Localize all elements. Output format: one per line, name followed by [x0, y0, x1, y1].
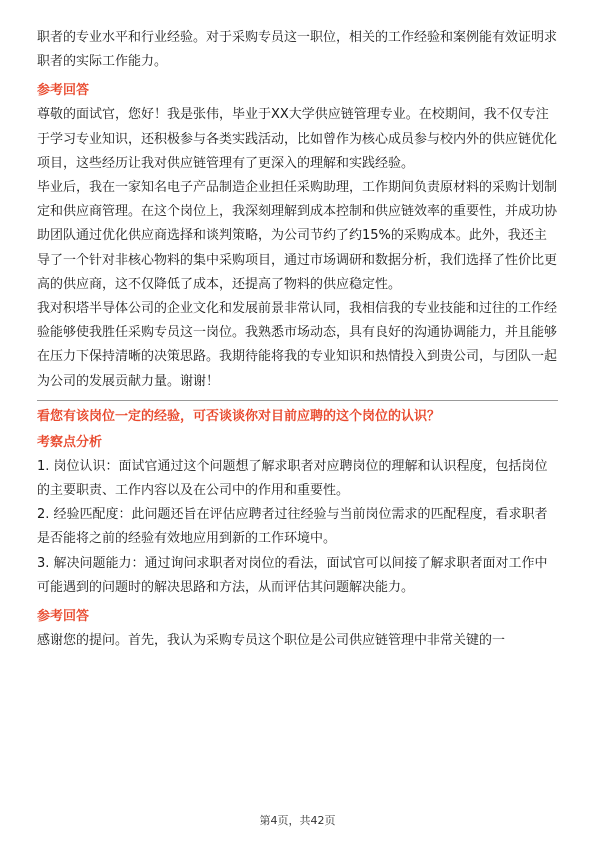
analysis-heading: 考察点分析	[37, 434, 103, 450]
analysis-point-3: 3. 解决问题能力：通过询问求职者对岗位的看法，面试官可以间接了解求职者面对工作中可能遇到的问题时的解决思路和方法，从而评估其问题解决能力。	[37, 555, 548, 595]
question-title: 看您有该岗位一定的经验，可否谈谈你对目前应聘的这个岗位的认识？	[37, 408, 441, 424]
answer-paragraph-3: 我对积塔半导体公司的企业文化和发展前景非常认同，我相信我的专业技能和过往的工作经验能够使我胜任采购专员这一岗位。我熟悉市场动态，具有良好的沟通协调能力，并且能够在压力下保持清晰的决策思路。我期待能将我的专业知识和热情投入到贵公司，与团队一起为公司的发展贡献力量。谢谢！	[37, 301, 558, 389]
answer-paragraph-1: 尊敬的面试官，您好！我是张伟，毕业于XX大学供应链管理专业。在校期间，我不仅专注于学习专业知识，还积极参与各类实践活动，比如曾作为核心成员参与校内外的供应链优化项目，这些经历让我对供应链管理有了更深入的理解和实践经验。	[37, 107, 558, 171]
analysis-point-2: 2. 经验匹配度：此问题还旨在评估应聘者过往经验与当前岗位需求的匹配程度，看求职者是否能将之前的经验有效地应用到新的工作环境中。	[37, 507, 548, 547]
reference-answer-heading-2: 参考回答	[37, 609, 90, 625]
analysis-point-1: 1. 岗位认识：面试官通过这个问题想了解求职者对应聘岗位的理解和认识程度，包括岗位的主要职责、工作内容以及在公司中的作用和重要性。	[37, 458, 548, 499]
reference-answer-heading: 参考回答	[37, 83, 90, 99]
section-divider	[37, 400, 558, 401]
intro-paragraph: 职者的专业水平和行业经验。对于采购专员这一职位，相关的工作经验和案例能有效证明求职者的实际工作能力。	[37, 30, 558, 70]
page-number: 第4页，共42页	[259, 814, 336, 827]
answer-paragraph-2: 毕业后，我在一家知名电子产品制造企业担任采购助理，工作期间负责原材料的采购计划制定和供应商管理。在这个岗位上，我深刻理解到成本控制和供应链效率的重要性，并成功协助团队通过优化供应商选择和谈判策略，为公司节约了约15%的采购成本。此外，我还主导了一个针对非核心物料的集中采购项目，通过市场调研和数据分析，我们选择了性价比更高的供应商，这不仅降低了成本，还提高了物料的供应稳定性。	[37, 180, 558, 292]
answer-start-paragraph: 感谢您的提问。首先，我认为采购专员这个职位是公司供应链管理中非常关键的一	[37, 633, 506, 649]
